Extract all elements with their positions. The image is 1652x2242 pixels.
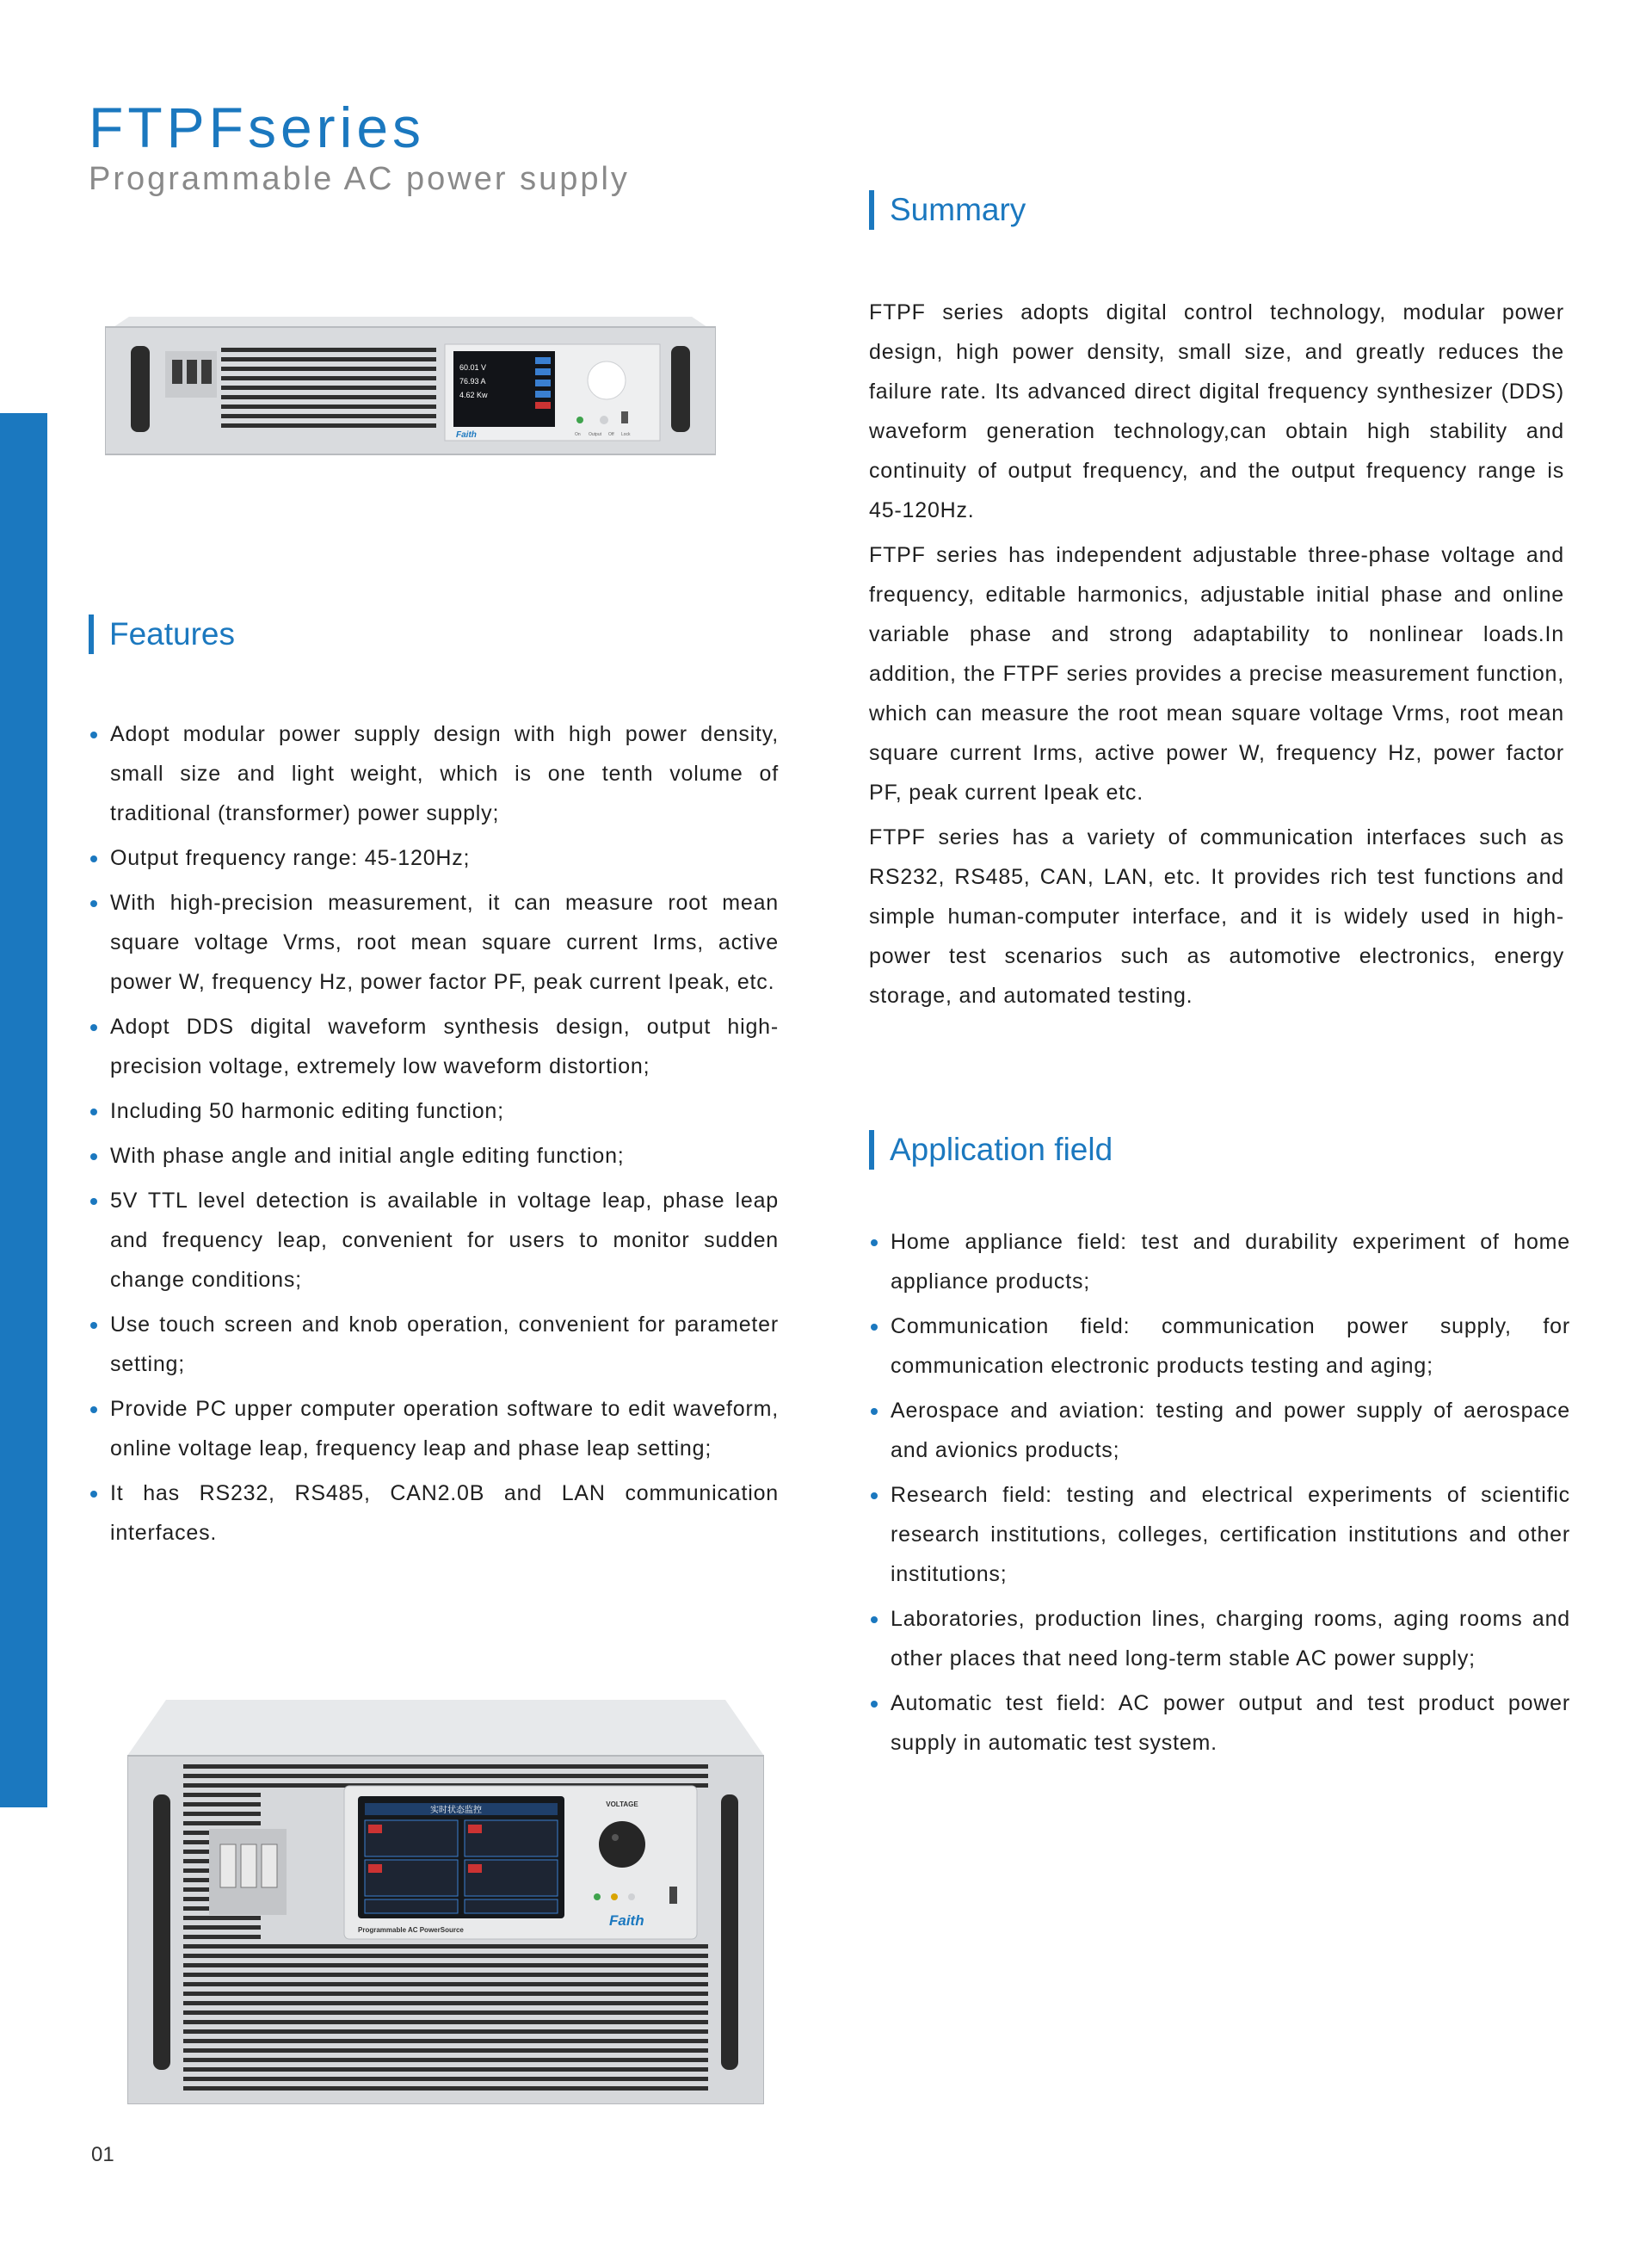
summary-body bbox=[869, 293, 1564, 1021]
application-heading bbox=[869, 1129, 1113, 1170]
button-label-lock: Lock bbox=[621, 432, 631, 437]
button-label-on: On bbox=[575, 432, 581, 437]
summary-paragraph: FTPF series has independent adjustable three-phase voltage and frequency, editable harmonics, adjustable initial phase and online variable phase and strong adaptability to nonlinear loads.In addition, the FTPF series provides a precise measurement function, which can measure the root mean square voltage Vrms, root mean square current Irms, active power W, frequency Hz, power factor PF, peak current Ipeak etc. bbox=[869, 543, 1564, 805]
screen-line-voltage: 60.01 V bbox=[459, 363, 487, 372]
screen-title: 实时状态监控 bbox=[430, 1806, 482, 1815]
feature-item: With phase angle and initial angle editing function; bbox=[89, 1136, 779, 1176]
heading-marker bbox=[869, 1130, 874, 1170]
feature-item: Provide PC upper computer operation software to edit waveform, online voltage leap, frequency leap and phase leap setting; bbox=[89, 1389, 779, 1468]
features-heading-text: Features bbox=[109, 616, 236, 652]
application-item: Home appliance field: test and durability experiment of home appliance products; bbox=[869, 1222, 1570, 1301]
feature-item: Including 50 harmonic editing function; bbox=[89, 1091, 779, 1131]
application-item: Research field: testing and electrical experiments of scientific research institutions, colleges, certification institutions and other institutions; bbox=[869, 1475, 1570, 1594]
summary-paragraph: FTPF series adopts digital control technology, modular power design, high power density, small size, and greatly reduces the failure rate. Its advanced direct digital frequency synthesizer (DDS) waveform generation technology,can obtain high stability and continuity of output frequency, and the output frequency range is 45-120Hz. bbox=[869, 300, 1564, 522]
screen-line-power: 4.62 Kw bbox=[459, 391, 488, 399]
application-item: Laboratories, production lines, charging rooms, aging rooms and other places that need long-term stable AC power supply; bbox=[869, 1599, 1570, 1678]
button-label-off: Off bbox=[608, 432, 614, 437]
page-subtitle: Programmable AC power supply bbox=[89, 161, 630, 197]
feature-item: Adopt modular power supply design with high power density, small size and light weight, which is one tenth volume of traditional (transformer) power supply; bbox=[89, 714, 779, 833]
application-item: Communication field: communication power supply, for communication electronic products testing and aging; bbox=[869, 1306, 1570, 1386]
page-number: 01 bbox=[91, 2143, 114, 2166]
feature-item: 5V TTL level detection is available in voltage leap, phase leap and frequency leap, convenient for users to monitor sudden change conditions; bbox=[89, 1181, 779, 1300]
screen-line-current: 76.93 A bbox=[459, 377, 486, 386]
feature-item: With high-precision measurement, it can measure root mean square voltage Vrms, root mean square current Irms, active power W, frequency Hz, power factor PF, peak current Ipeak, etc. bbox=[89, 883, 779, 1002]
product-image-2u bbox=[105, 310, 716, 469]
feature-item: Output frequency range: 45-120Hz; bbox=[89, 838, 779, 878]
features-heading bbox=[89, 614, 235, 655]
side-accent-bar bbox=[0, 413, 47, 1807]
model-label: Programmable AC PowerSource bbox=[358, 1926, 464, 1934]
page-title: FTPFseries bbox=[89, 96, 426, 159]
features-list bbox=[89, 714, 779, 1558]
summary-paragraph: FTPF series has a variety of communication interfaces such as RS232, RS485, CAN, LAN, etc. It provides rich test functions and simple human-computer interface, and it is widely used in high-power test scenarios such as automotive electronics, energy storage, and automated testing. bbox=[869, 825, 1564, 1008]
application-list bbox=[869, 1222, 1570, 1768]
summary-heading-text: Summary bbox=[890, 192, 1026, 227]
application-item: Automatic test field: AC power output and test product power supply in automatic test system. bbox=[869, 1683, 1570, 1763]
application-heading-text: Application field bbox=[890, 1132, 1113, 1167]
feature-item: Adopt DDS digital waveform synthesis design, output high-precision voltage, extremely low waveform distortion; bbox=[89, 1007, 779, 1086]
feature-item: It has RS232, RS485, CAN2.0B and LAN communication interfaces. bbox=[89, 1473, 779, 1553]
summary-heading bbox=[869, 189, 1026, 231]
brand-logo: Faith bbox=[609, 1912, 644, 1929]
heading-marker bbox=[89, 615, 94, 654]
heading-marker bbox=[869, 190, 874, 230]
brand-logo: Faith bbox=[456, 430, 477, 440]
knob-label: VOLTAGE bbox=[606, 1800, 638, 1808]
button-label-output: Output bbox=[589, 432, 602, 437]
product-image-rack bbox=[127, 1700, 764, 2104]
feature-item: Use touch screen and knob operation, convenient for parameter setting; bbox=[89, 1305, 779, 1384]
application-item: Aerospace and aviation: testing and power supply of aerospace and avionics products; bbox=[869, 1391, 1570, 1470]
